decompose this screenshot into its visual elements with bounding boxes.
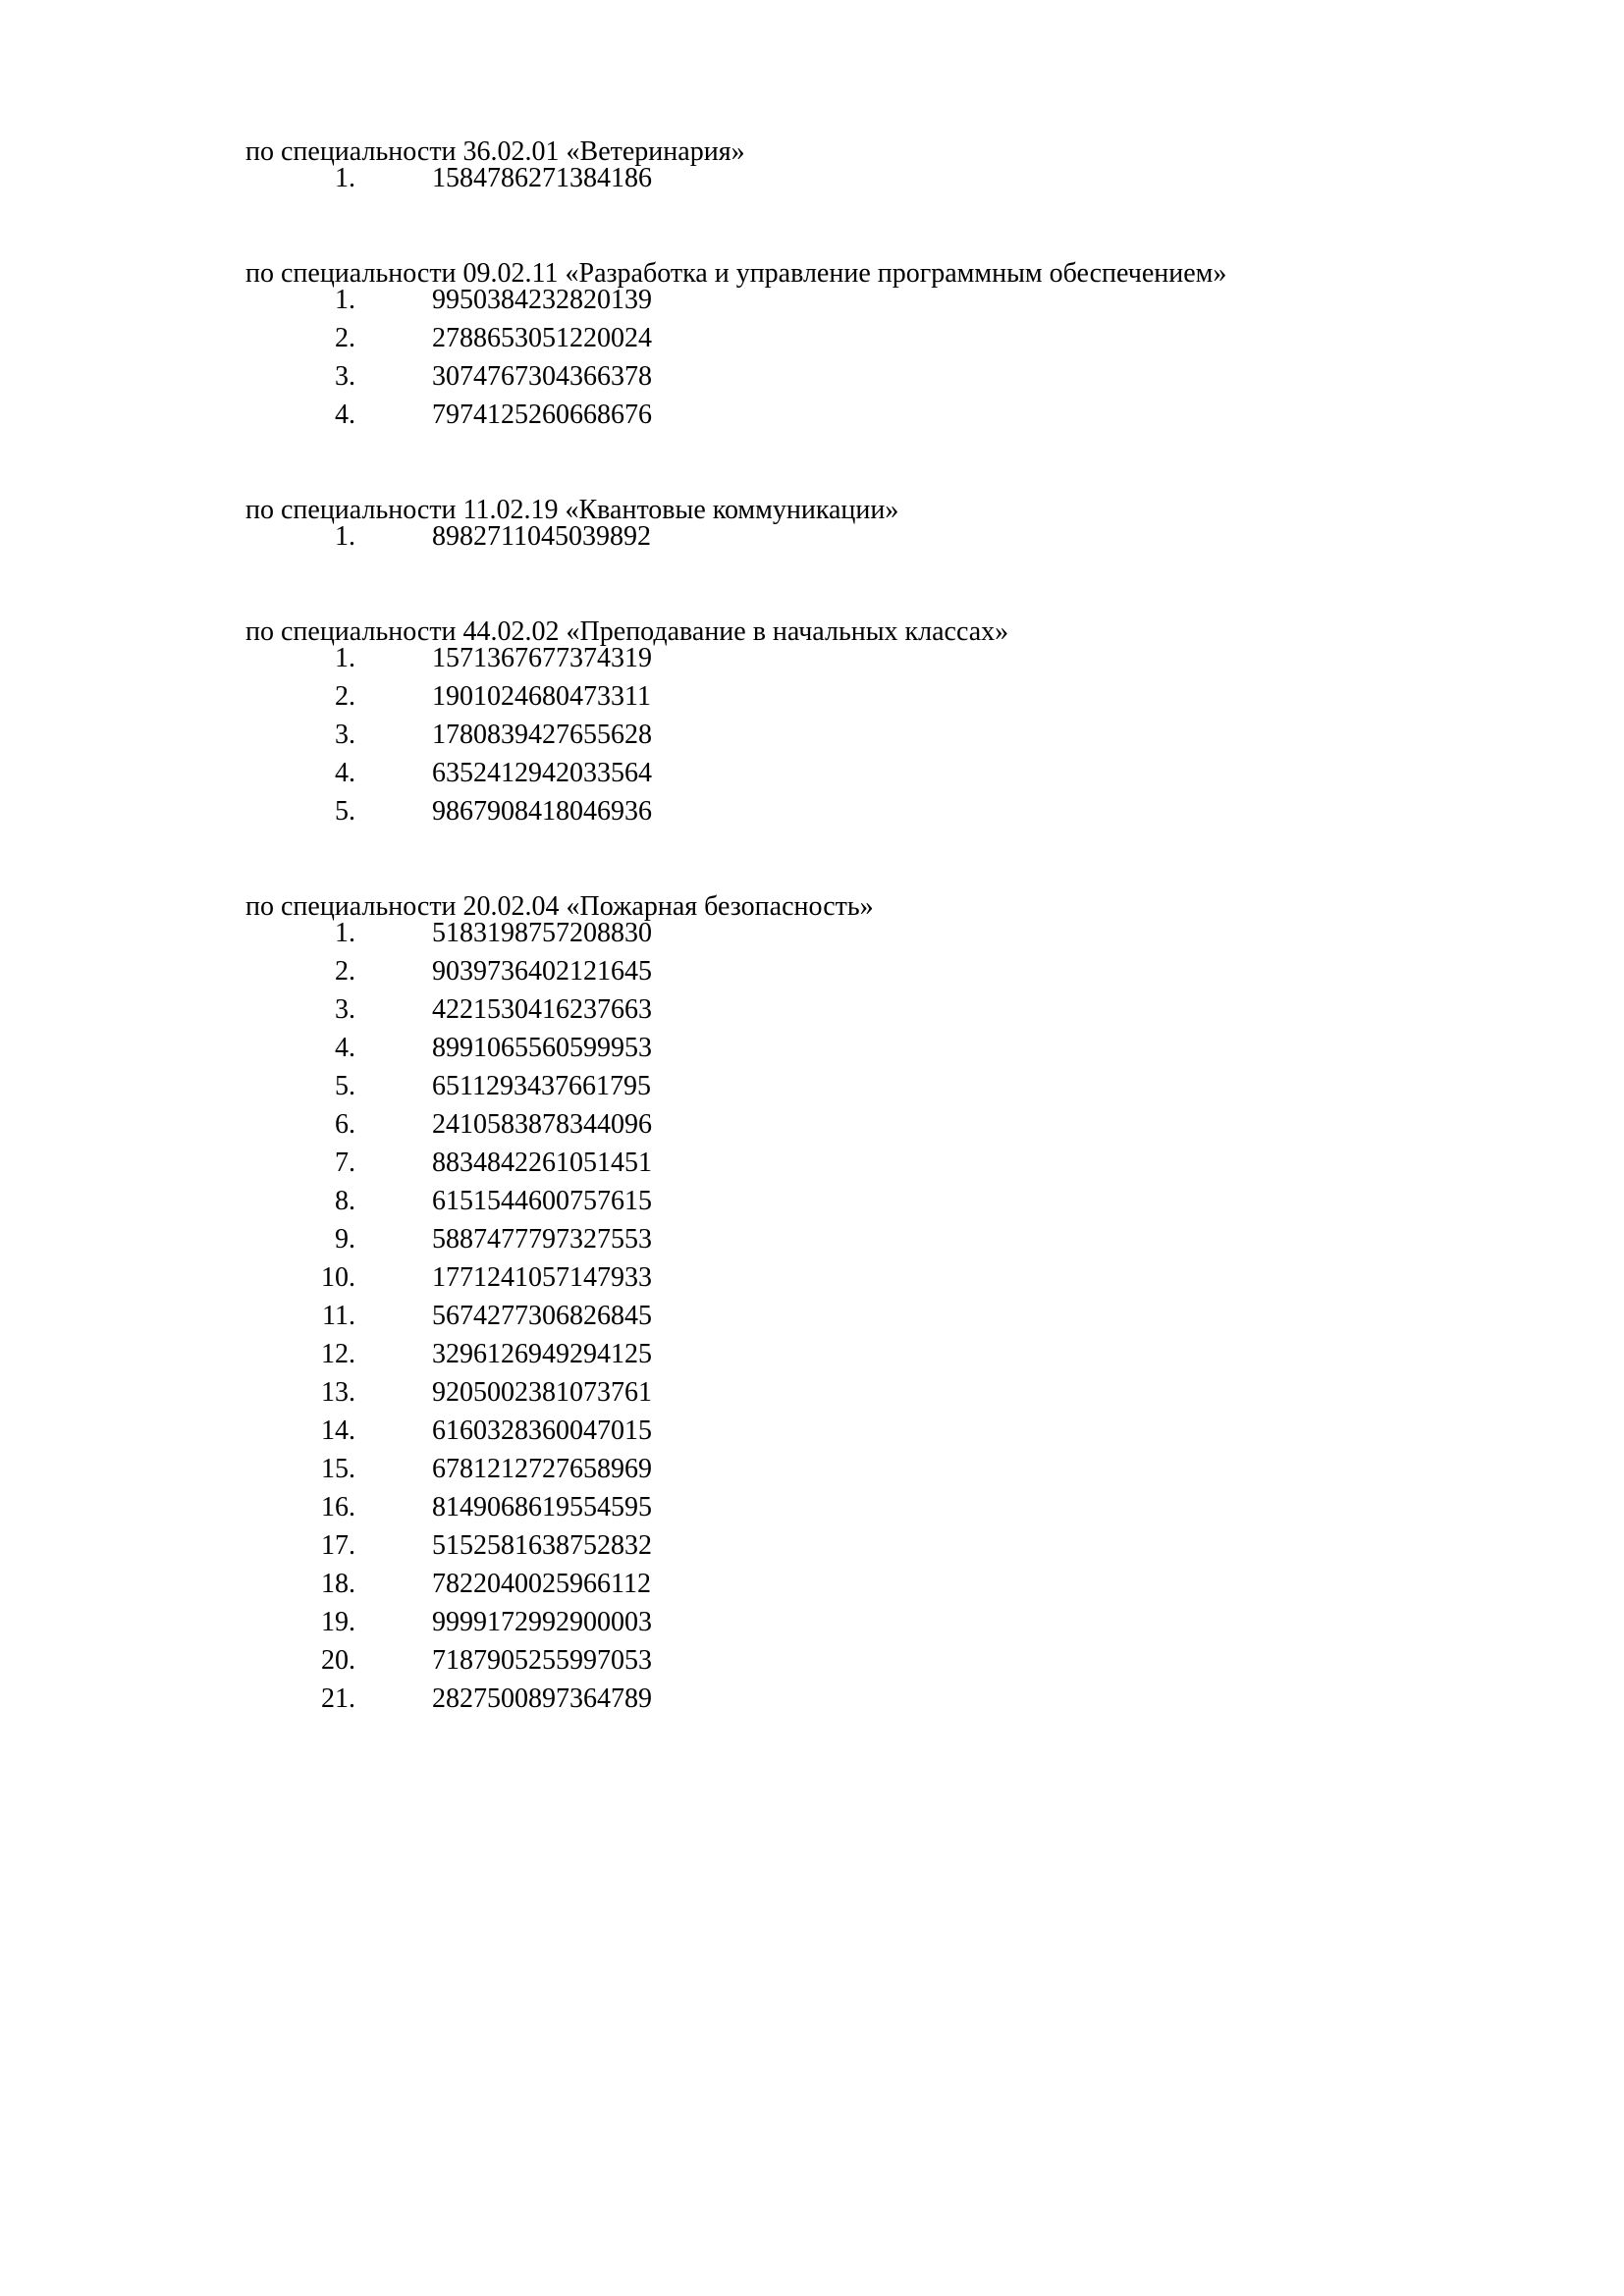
item-code: 1584786271384186: [432, 163, 652, 193]
list-item: [245, 1488, 1522, 1526]
item-code: 8834842261051451: [432, 1148, 652, 1178]
item-number: 21.: [321, 1683, 355, 1714]
item-number: 19.: [321, 1607, 355, 1637]
item-code: 8149068619554595: [432, 1492, 652, 1522]
specialty-title: по специальности 36.02.01 «Ветеринария»: [245, 136, 745, 167]
item-number: 2.: [335, 681, 355, 712]
item-code: 9867908418046936: [432, 796, 652, 827]
specialty-section: [245, 615, 1522, 830]
item-number: 3.: [335, 994, 355, 1025]
item-code: 7187905255997053: [432, 1645, 652, 1676]
list-item: [245, 357, 1522, 396]
item-code: 8982711045039892: [432, 521, 651, 552]
list-item: [245, 396, 1522, 434]
list-item: [245, 1335, 1522, 1373]
list-item: [245, 1067, 1522, 1105]
item-code: 9999172992900003: [432, 1607, 652, 1637]
item-number: 20.: [321, 1645, 355, 1676]
code-list: [245, 281, 1522, 434]
item-number: 18.: [321, 1569, 355, 1599]
item-code: 8991065560599953: [432, 1033, 652, 1063]
item-number: 1.: [335, 285, 355, 315]
item-number: 1.: [335, 643, 355, 673]
list-item: [245, 990, 1522, 1029]
item-number: 9.: [335, 1224, 355, 1255]
list-item: [245, 319, 1522, 357]
item-number: 13.: [321, 1377, 355, 1408]
specialty-section: [245, 257, 1522, 434]
specialty-title: по специальности 20.02.04 «Пожарная безопасность»: [245, 891, 874, 922]
item-code: 6352412942033564: [432, 758, 652, 788]
code-list: [245, 914, 1522, 1718]
list-item: [245, 1220, 1522, 1258]
specialty-section: [245, 890, 1522, 1718]
list-item: [245, 281, 1522, 319]
item-code: 5887477797327553: [432, 1224, 652, 1255]
list-item: [245, 517, 1522, 556]
item-code: 5183198757208830: [432, 918, 652, 948]
item-number: 5.: [335, 796, 355, 827]
item-number: 6.: [335, 1109, 355, 1140]
item-number: 2.: [335, 323, 355, 353]
list-item: [245, 1297, 1522, 1335]
item-code: 2410583878344096: [432, 1109, 652, 1140]
item-number: 8.: [335, 1186, 355, 1216]
list-item: [245, 914, 1522, 952]
item-number: 16.: [321, 1492, 355, 1522]
item-number: 4.: [335, 400, 355, 430]
item-code: 9950384232820139: [432, 285, 652, 315]
item-number: 1.: [335, 163, 355, 193]
item-number: 15.: [321, 1454, 355, 1484]
item-number: 11.: [322, 1301, 355, 1331]
item-code: 1901024680473311: [432, 681, 651, 712]
item-number: 4.: [335, 1033, 355, 1063]
item-number: 3.: [335, 361, 355, 392]
item-code: 9039736402121645: [432, 956, 652, 987]
list-item: [245, 1680, 1522, 1718]
item-code: 2788653051220024: [432, 323, 652, 353]
item-number: 3.: [335, 720, 355, 750]
item-number: 5.: [335, 1071, 355, 1101]
code-list: [245, 159, 1522, 197]
item-number: 7.: [335, 1148, 355, 1178]
item-code: 1571367677374319: [432, 643, 652, 673]
specialty-section: [245, 135, 1522, 197]
list-item: [245, 716, 1522, 754]
list-item: [245, 1105, 1522, 1144]
specialty-title: по специальности 11.02.19 «Квантовые коммуникации»: [245, 495, 899, 525]
specialty-section: [245, 494, 1522, 556]
item-code: 7974125260668676: [432, 400, 652, 430]
item-code: 6511293437661795: [432, 1071, 651, 1101]
document-content: [245, 135, 1522, 1778]
item-number: 17.: [321, 1530, 355, 1561]
item-number: 2.: [335, 956, 355, 987]
item-code: 5152581638752832: [432, 1530, 652, 1561]
item-code: 3296126949294125: [432, 1339, 652, 1369]
item-code: 6151544600757615: [432, 1186, 652, 1216]
list-item: [245, 1641, 1522, 1680]
item-code: 1780839427655628: [432, 720, 652, 750]
specialty-title: по специальности 09.02.11 «Разработка и управление программным обеспечением»: [245, 258, 1227, 289]
code-list: [245, 517, 1522, 556]
item-code: 3074767304366378: [432, 361, 652, 392]
item-code: 4221530416237663: [432, 994, 652, 1025]
list-item: [245, 1565, 1522, 1603]
item-number: 14.: [321, 1415, 355, 1446]
item-code: 6160328360047015: [432, 1415, 652, 1446]
list-item: [245, 1526, 1522, 1565]
item-code: 2827500897364789: [432, 1683, 652, 1714]
item-code: 9205002381073761: [432, 1377, 652, 1408]
item-number: 12.: [321, 1339, 355, 1369]
list-item: [245, 754, 1522, 792]
list-item: [245, 792, 1522, 830]
list-item: [245, 1029, 1522, 1067]
item-number: 10.: [321, 1262, 355, 1293]
item-code: 6781212727658969: [432, 1454, 652, 1484]
item-number: 1.: [335, 521, 355, 552]
list-item: [245, 1412, 1522, 1450]
list-item: [245, 1450, 1522, 1488]
list-item: [245, 1182, 1522, 1220]
item-number: 4.: [335, 758, 355, 788]
list-item: [245, 639, 1522, 677]
list-item: [245, 952, 1522, 990]
list-item: [245, 677, 1522, 716]
item-code: 7822040025966112: [432, 1569, 651, 1599]
list-item: [245, 1258, 1522, 1297]
list-item: [245, 1144, 1522, 1182]
specialty-title: по специальности 44.02.02 «Преподавание в начальных классах»: [245, 616, 1009, 647]
list-item: [245, 1603, 1522, 1641]
item-code: 5674277306826845: [432, 1301, 652, 1331]
code-list: [245, 639, 1522, 830]
list-item: [245, 1373, 1522, 1412]
item-number: 1.: [335, 918, 355, 948]
item-code: 1771241057147933: [432, 1262, 652, 1293]
list-item: [245, 159, 1522, 197]
